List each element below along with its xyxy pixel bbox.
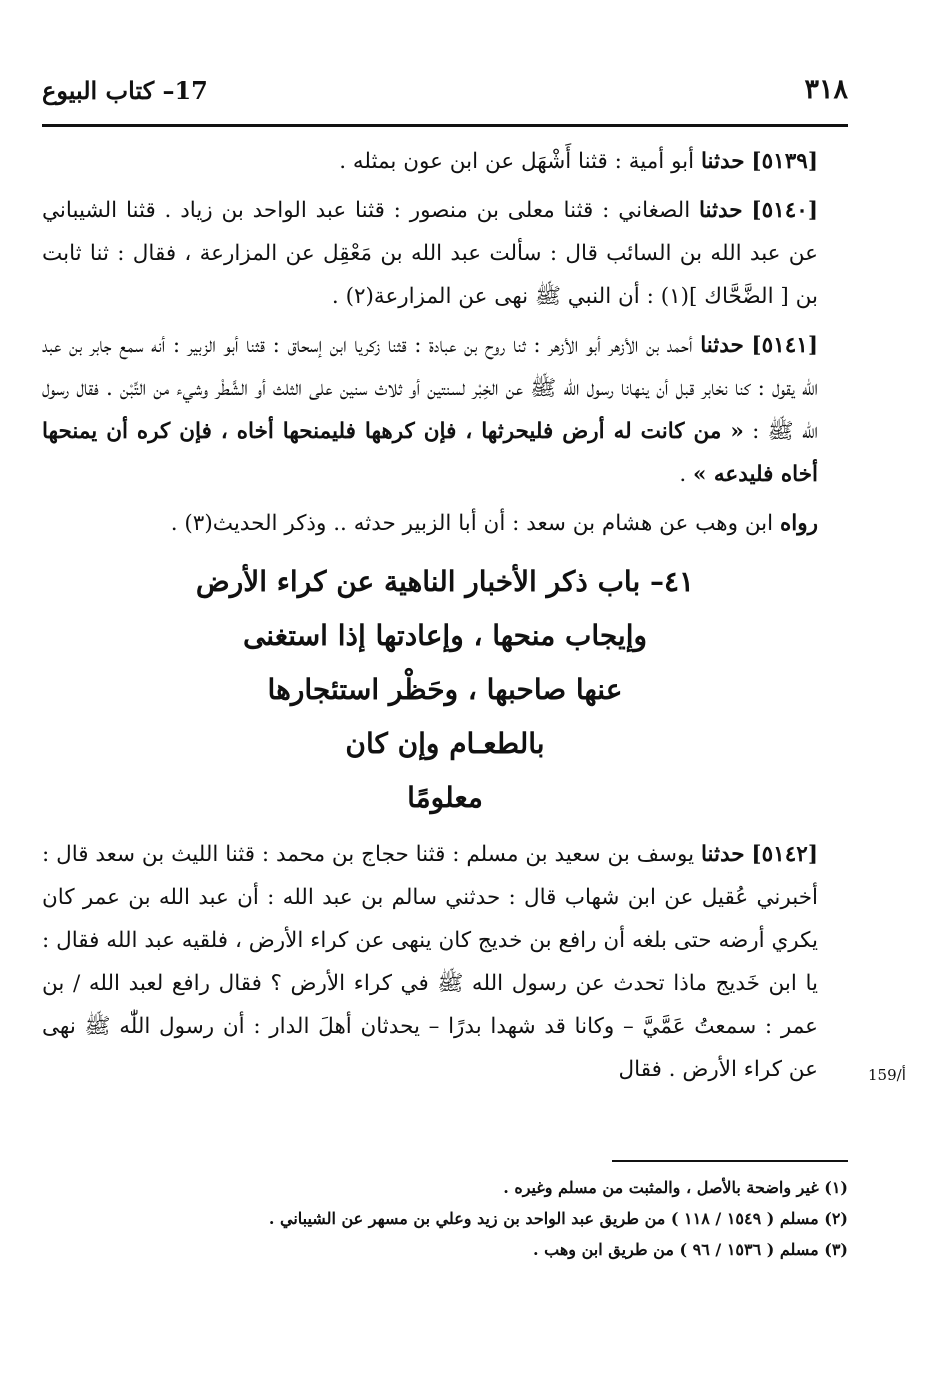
hadith-text: الصغاني : قثنا معلى بن منصور : قثنا عبد الواحد بن زياد . قثنا الشيباني عن عبد الله بن السائب قال : سألت عبد الله بن مَعْقِل عن المزارعة ، فقال : ثنا ثابت بن [ الضَّحَّاك ](١) : أن النبي ﷺ نهى عن المزارعة(٢) . (42, 198, 818, 309)
footnote: (٣) مسلم ( ١٥٣٦ / ٩٦ ) من طريق ابن وهب . (533, 1240, 848, 1259)
hadith-text: يوسف بن سعيد بن مسلم : قثنا حجاج بن محمد : قثنا الليث بن سعد قال : أخبرني عُقيل عن ابن شهاب قال : حدثني سالم بن عبد الله : أن عبد الله بن عمر كان يكري أرضه حتى بلغه أن رافع بن خديج كان ينهى عن كراء الأرض ، فلقيه عبد الله فقال : يا ابن خَديج ماذا تحدث عن رسول الله ﷺ في كراء الأرض ؟ فقال رافع لعبد الله / بن عمر : سمعتُ عَمَّيَّ – وكانا قد شهدا بدرًا – يحدثان أهلَ الدار : أن رسول اللّٰه ﷺ نهى عن كراء الأرض . فقال (42, 842, 818, 1082)
hadith-5141 (42, 324, 848, 496)
chapter-heading-line: ٤١– باب ذكر الأخبار الناهية عن كراء الأرض (195, 565, 695, 598)
hadith-5142 (42, 833, 848, 1091)
hadith-text: أبو أمية : قثنا أَشْهَل عن ابن عون بمثله . (339, 149, 701, 174)
chapter-heading (42, 555, 848, 825)
footnote: (١) غير واضحة بالأصل ، والمثبت من مسلم وغيره . (503, 1178, 848, 1197)
footnote-rule (612, 1160, 848, 1162)
header-rule (42, 124, 848, 127)
hadith-lead: حدثنا (699, 198, 743, 223)
hadith-tail: . (679, 462, 693, 487)
narration-note (42, 502, 848, 545)
hadith-number: [٥١٤٢] (751, 842, 818, 867)
footnote: (٢) مسلم ( ١٥٤٩ / ١١٨ ) من طريق عبد الواحد بن زيد وعلي بن مسهر عن الشيباني . (268, 1209, 848, 1228)
narration-text: ابن وهب عن هشام بن سعد : أن أبا الزبير حدثه .. وذكر الحديث(٣) . (170, 511, 780, 536)
hadith-lead: حدثنا (700, 842, 745, 867)
chapter-heading-line: عنها صاحبها ، وحَظْر استئجارها (267, 673, 623, 706)
running-chapter-title: 17– كتاب البيوع (42, 76, 208, 105)
page-header (42, 70, 848, 110)
hadith-lead: حدثنا (700, 333, 744, 358)
main-text (42, 140, 848, 1097)
manuscript-folio-reference: 159/أ (868, 1066, 906, 1084)
narration-lead: رواه (779, 511, 818, 536)
hadith-lead: حدثنا (700, 149, 745, 174)
hadith-text: أحمد بن الأزهر أبو الأزهر : ثنا روح بن عبادة : قثنا زكريا ابن إسحاق : قثنا أبو الزبير : أنه سمع جابر بن عبد الله يقول : كنا نخابر قبل أن ينهانا رسول الله ﷺ عن الخِبْر لسنتين أو ثلاث سنين على الثلث أو الشَّطْر وشيء من التِّبْن . فقال رسول الله ﷺ : (42, 333, 819, 444)
prophetic-quote: « من كانت له أرض فليحرثها ، فإن كرهها فليمنحها أخاه ، فإن كره أن يمنحها أخاه فليدعه » (42, 419, 818, 487)
hadith-number: [٥١٤١] (751, 333, 818, 358)
chapter-heading-line: معلومًا (407, 781, 483, 814)
hadith-5139 (42, 140, 848, 183)
page-number: ٣١٨ (804, 74, 848, 105)
hadith-number: [٥١٣٩] (751, 149, 818, 174)
chapter-heading-line: بالطعـام وإن كان (345, 727, 545, 760)
hadith-number: [٥١٤٠] (751, 198, 818, 223)
chapter-heading-line: وإيجاب منحها ، وإعادتها إذا استغنى (242, 619, 648, 652)
hadith-5140 (42, 189, 848, 318)
footnotes (42, 1172, 848, 1265)
